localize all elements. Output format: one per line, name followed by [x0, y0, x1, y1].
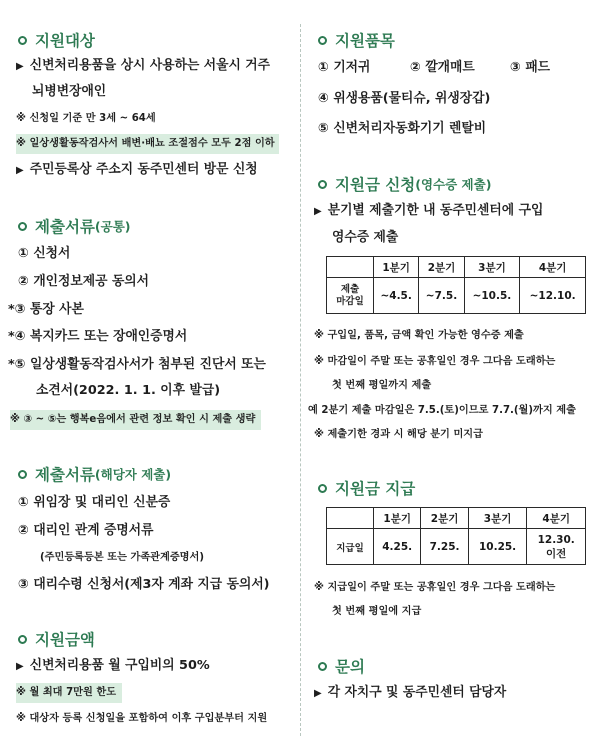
target-item-1: ▶ 신변처리용품을 상시 사용하는 서울시 거주 [16, 56, 270, 77]
payment-q4: 12.30. 이전 [527, 529, 586, 565]
circle-bullet-icon [318, 662, 327, 671]
inquiry-item-1: ▶ 각 자치구 및 동주민센터 담당자 [314, 683, 506, 704]
items-heading: 지원품목 [314, 28, 395, 52]
circle-bullet-icon [318, 484, 327, 493]
docs-common-note: ※ ③ ~ ⑤는 행복e음에서 관련 정보 확인 시 제출 생략 [10, 410, 261, 430]
payment-row-label: 지급일 [327, 529, 374, 565]
payment-header-q4: 4분기 [527, 508, 586, 529]
doc-item-3: *③ 통장 사본 [8, 302, 84, 317]
doc-item-2: ② 개인정보제공 동의서 [18, 274, 150, 289]
triangle-bullet-icon: ▶ [16, 61, 24, 72]
docs-agent-heading: 제출서류 (해당자 제출) [14, 462, 171, 486]
target-heading [14, 28, 95, 52]
circle-bullet-icon [318, 36, 327, 45]
triangle-bullet-icon: ▶ [16, 165, 24, 176]
apply-note-2: ※ 마감일이 주말 또는 공휴일인 경우 그다음 도래하는 [314, 356, 556, 367]
payment-q2: 7.25. [421, 529, 468, 565]
apply-item-2: 영수증 제출 [332, 230, 399, 245]
target-note-age: ※ 신청일 기준 만 3세 ~ 64세 [16, 113, 156, 124]
apply-item-1: ▶ 분기별 제출기한 내 동주민센터에 구입 [314, 201, 543, 222]
triangle-bullet-icon: ▶ [314, 206, 322, 217]
support-item-1: ① 기저귀 [318, 60, 371, 75]
docs-common-heading: 제출서류 (공통) [14, 214, 130, 238]
circle-bullet-icon [18, 635, 27, 644]
deadline-row-label: 제출 마감일 [327, 278, 374, 314]
support-item-5: ⑤ 신변처리자동화기기 렌탈비 [318, 121, 487, 136]
triangle-bullet-icon: ▶ [16, 661, 24, 672]
payment-header-empty [327, 508, 374, 529]
deadline-header-q4: 4분기 [520, 257, 586, 278]
amount-heading: 지원금액 [14, 627, 95, 651]
doc-item-5-cont: 소견서(2022. 1. 1. 이후 발급) [36, 383, 221, 398]
circle-bullet-icon [318, 180, 327, 189]
payment-header-q3: 3분기 [468, 508, 527, 529]
triangle-bullet-icon: ▶ [314, 688, 322, 699]
target-note-score: ※ 일상생활동작검사서 배변·배뇨 조절점수 모두 2점 이하 [16, 134, 279, 154]
deadline-header-q1: 1분기 [374, 257, 419, 278]
payment-header-q2: 2분기 [421, 508, 468, 529]
column-divider [300, 24, 301, 736]
inquiry-heading: 문의 [314, 654, 365, 678]
apply-note-3: ※ 제출기한 경과 시 해당 분기 미지급 [314, 429, 483, 440]
deadline-table [326, 256, 586, 314]
payment-q1: 4.25. [374, 529, 421, 565]
apply-example: 예 2분기 제출 마감일은 7.5.(토)이므로 7.7.(월)까지 제출 [308, 405, 576, 416]
deadline-header-q3: 3분기 [464, 257, 520, 278]
deadline-q2: ~7.5. [419, 278, 464, 314]
deadline-header-empty [327, 257, 374, 278]
support-item-2: ② 깔개매트 [410, 60, 475, 75]
agent-doc-3: ③ 대리수령 신청서(제3자 계좌 지급 동의서) [18, 577, 270, 592]
support-item-3: ③ 패드 [510, 60, 551, 75]
amount-item-1: ▶ 신변처리용품 월 구입비의 50% [16, 656, 210, 677]
agent-doc-1: ① 위임장 및 대리인 신분증 [18, 495, 171, 510]
target-item-2: 뇌병변장애인 [32, 84, 107, 99]
target-item-visit: ▶ 주민등록상 주소지 동주민센터 방문 신청 [16, 160, 258, 181]
payment-heading: 지원금 지급 [314, 476, 415, 500]
circle-bullet-icon [18, 36, 27, 45]
payment-note-1-cont: 첫 번째 평일에 지급 [332, 606, 422, 617]
circle-bullet-icon [18, 222, 27, 231]
target-title: 지원대상 [35, 32, 95, 50]
support-item-4: ④ 위생용품(물티슈, 위생장갑) [318, 91, 491, 106]
agent-doc-2-detail: (주민등록등본 또는 가족관계증명서) [40, 552, 205, 563]
doc-item-5: *⑤ 일상생활동작검사서가 첨부된 진단서 또는 [8, 357, 266, 372]
amount-note-start: ※ 대상자 등록 신청일을 포함하여 이후 구입분부터 지원 [16, 713, 268, 724]
agent-doc-2: ② 대리인 관계 증명서류 [18, 523, 154, 538]
circle-bullet-icon [18, 470, 27, 479]
deadline-q4: ~12.10. [520, 278, 586, 314]
amount-note-limit: ※ 월 최대 7만원 한도 [16, 683, 122, 703]
payment-header-q1: 1분기 [374, 508, 421, 529]
deadline-q3: ~10.5. [464, 278, 520, 314]
apply-note-1: ※ 구입일, 품목, 금액 확인 가능한 영수증 제출 [314, 330, 524, 341]
doc-item-4: *④ 복지카드 또는 장애인증명서 [8, 329, 188, 344]
apply-heading: 지원금 신청 (영수증 제출) [314, 172, 491, 196]
apply-note-2-cont: 첫 번째 평일까지 제출 [332, 380, 432, 391]
payment-table [326, 507, 586, 565]
payment-q3: 10.25. [468, 529, 527, 565]
doc-item-1: ① 신청서 [18, 246, 71, 261]
deadline-q1: ~4.5. [374, 278, 419, 314]
payment-note-1: ※ 지급일이 주말 또는 공휴일인 경우 그다음 도래하는 [314, 582, 556, 593]
deadline-header-q2: 2분기 [419, 257, 464, 278]
